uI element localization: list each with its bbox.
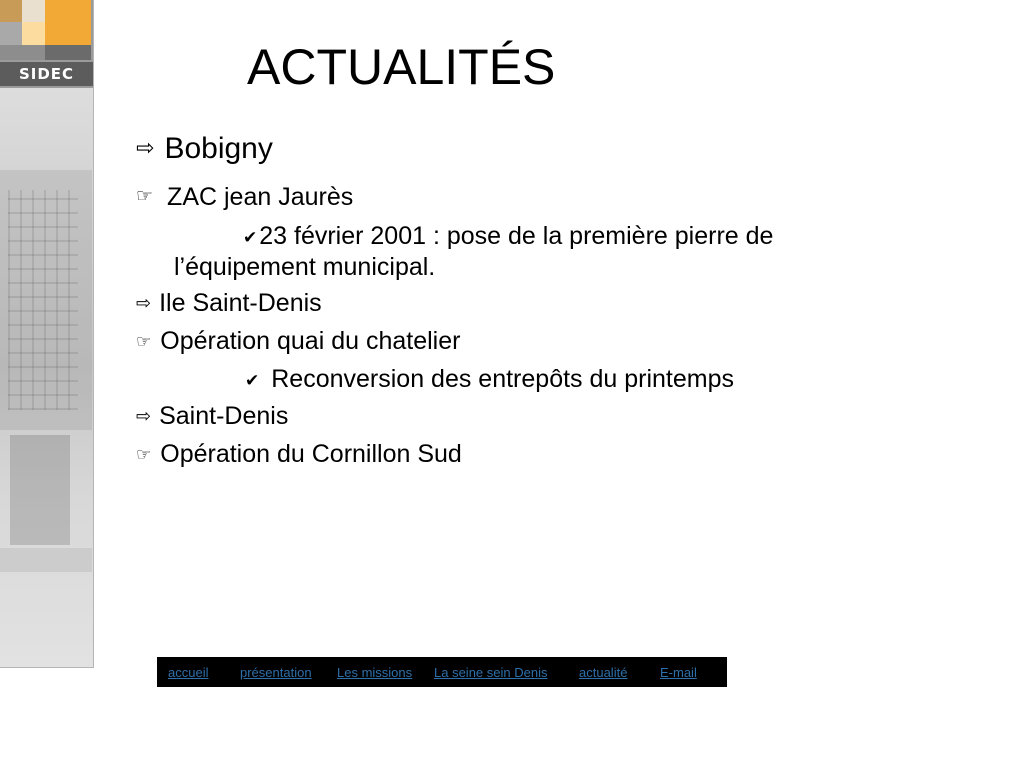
pointing-hand-icon: ☞ — [136, 445, 152, 465]
logo-square — [22, 22, 45, 45]
pointing-hand-icon: ☞ — [136, 332, 152, 352]
list-item — [136, 131, 273, 167]
nav-link-actualite[interactable]: actualité — [579, 665, 628, 680]
list-item-text: Opération du Cornillon Sud — [160, 440, 462, 468]
list-item — [243, 221, 773, 253]
page-title: ACTUALITÉS — [247, 39, 556, 95]
logo-square — [0, 45, 45, 60]
building-ground — [0, 548, 92, 572]
list-item-text: Reconversion des entrepôts du printemps — [271, 365, 735, 393]
building-image — [0, 170, 92, 570]
nav-link-seine-saint-denis[interactable]: La seine sein Denis — [434, 665, 548, 680]
pointing-hand-icon: ☞ — [136, 185, 154, 207]
building-entrance — [10, 435, 70, 545]
logo-square — [22, 0, 45, 22]
nav-bar — [157, 657, 727, 687]
list-item — [136, 326, 460, 357]
nav-link-accueil[interactable]: accueil — [168, 665, 209, 680]
arrow-icon: ⇨ — [136, 136, 155, 161]
logo-square — [0, 0, 22, 22]
list-item-text: Ile Saint-Denis — [159, 289, 322, 317]
list-item-text: Opération quai du chatelier — [160, 327, 461, 355]
list-item-text: Saint-Denis — [159, 402, 289, 430]
logo-text: SIDEC — [0, 62, 93, 86]
list-item — [245, 364, 734, 396]
nav-link-presentation[interactable]: présentation — [240, 665, 312, 680]
logo-square — [45, 45, 91, 60]
logo-square — [45, 0, 91, 45]
list-item-text: 23 février 2001 : pose de la première pierre de — [259, 222, 774, 250]
nav-link-email[interactable]: E-mail — [660, 665, 697, 680]
checkmark-icon: ✔ — [243, 228, 258, 248]
arrow-icon: ⇨ — [136, 293, 152, 314]
sidebar-banner — [0, 0, 94, 668]
list-item — [136, 401, 288, 432]
sidec-logo — [0, 0, 93, 88]
list-item — [136, 288, 322, 319]
list-item-continuation: l’équipement municipal. — [174, 253, 436, 281]
list-item-text: ZAC jean Jaurès — [167, 183, 354, 211]
arrow-icon: ⇨ — [136, 406, 152, 427]
logo-square — [0, 22, 22, 45]
building-windows — [8, 190, 78, 410]
list-item-text: Bobigny — [164, 132, 273, 165]
list-item — [136, 439, 462, 470]
nav-link-missions[interactable]: Les missions — [337, 665, 413, 680]
list-item — [136, 181, 353, 212]
checkmark-icon: ✔ — [245, 371, 260, 391]
